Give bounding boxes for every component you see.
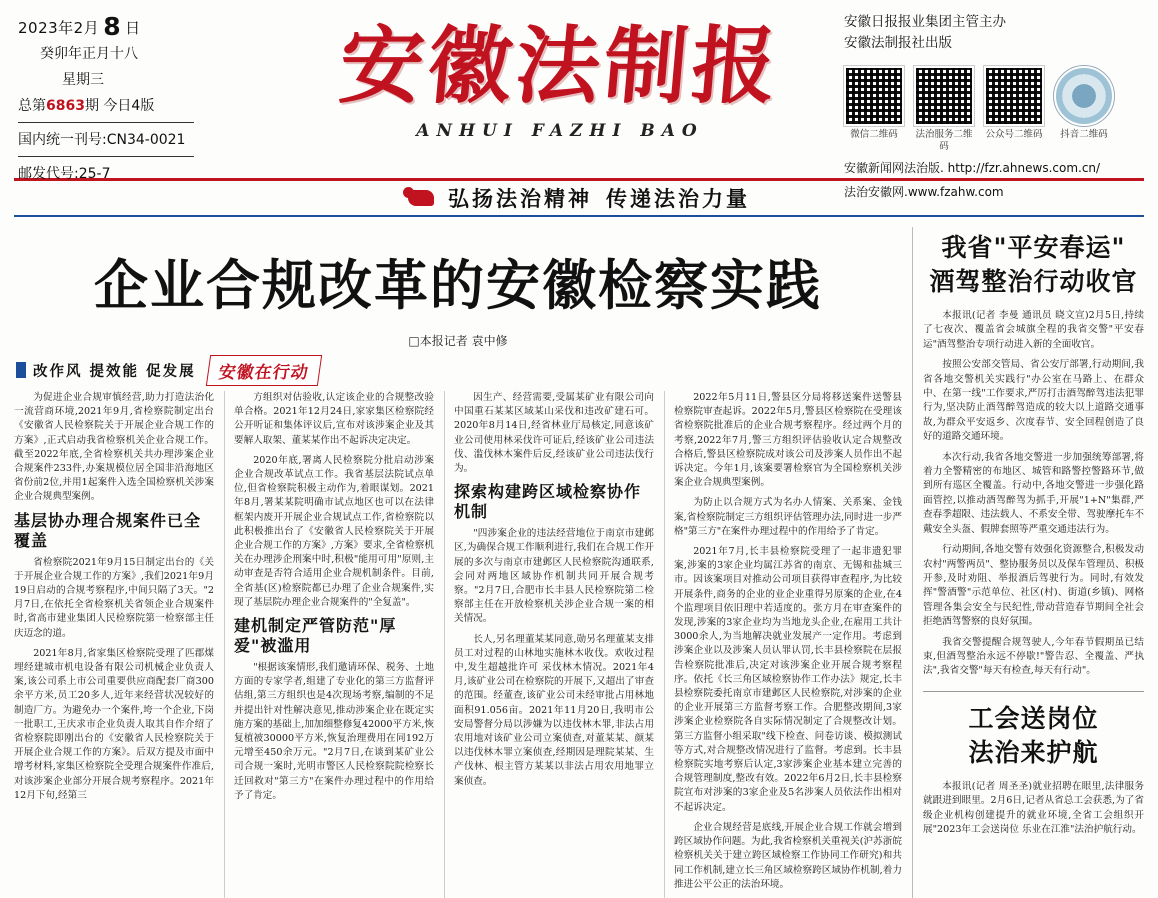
publication-date [18,14,228,41]
lion-icon [408,190,434,206]
issue-prefix: 总第 [18,98,46,114]
qr-code-row [844,66,1144,153]
sidebar-articles [923,227,1144,898]
article-column-4 [664,391,902,898]
main-headline: 企业合规改革的安徽检察实践 [94,253,822,317]
date-prefix: 2023年2月 [18,19,100,37]
cn-code: 国内统一刊号:CN34-0021 [18,132,186,148]
publisher-line-1: 安徽日报报业集团主管主办 [844,14,1006,30]
masthead-right-info [844,12,1144,201]
title-chinese: 安徽法制报 [335,16,785,115]
lunar-date: 癸卯年正月十八 [40,46,138,62]
sidebar-divider [923,691,1144,692]
date-suffix: 日 [125,19,141,37]
paragraph: 按照公安部交管局、省公安厅部署,行动期间,我省各地交警机关实践行"办公室在马路上、在群众中、在第一线"工作要求,严厉打击酒驾醉驾违法犯罪行为,坚决防止酒驾醉驾造成的较大以上道路交通事故,为群众平安返乡、次度春节、安全回程创造了良好的道路交通环境。 [923,359,1144,443]
paragraph: 本报讯(记者 周圣圣)就业招聘在眼里,法律服务就跟进到眼里。2月6日,记者从省总工会获悉,为了省级企业机构创建提升的就业环境,全省工会组织开展"2023年工会送岗位 乐业在江淮"法治护航行动。 [923,780,1144,835]
weekday: 星期三 [62,72,104,88]
column-divider [912,227,913,898]
qr-caption: 法治服务二维码 [915,129,973,152]
byline: □本报记者 袁中修 [408,334,508,348]
paragraph: 长人,另名理董某某同意,勋另名理董某支排员工对过程的山林地实施林木收伐。欢收过程中,发生超越批许可 采伐林木情况。2021年4月,该矿业公司在检察院的开展下,又超出了审查的范围。经董查,该矿业公司未经审批占用林地面积91.056亩。2021年11月20日,我明市公安局警督分局以涉嫌为以违伐林木罪,非法占用农用地对该矿业公司立案侦查,对董某某、颜某以违伐林木罪立案侦查,经期因是理院某某、生产伐林、根主管方某某以非法占用农用地罪立案侦查。 [454,633,654,787]
paragraph: 省检察院2021年9月15日制定出台的《关于开展企业合规工作的方案》,我们2021年9月19日启动的合规考察程序,中间只隔了3天。"2月7日,在依托全省检察机关省领企业合规案件时,省高市建业集团人民检察院第一检察部主任庆迈念的道。 [14,556,214,639]
paragraph: 方组织对估验收,认定该企业的合规整改验单合格。2021年12月24日,家家集区检察院经公开听证和集体评议后,宣布对该涉案企业及其要解人取架、董某某作出不起诉决定决定。 [234,392,434,446]
qr-caption: 公众号二维码 [985,129,1043,140]
article-columns [14,391,902,898]
paragraph: 2021年8月,省家集区检察院受理了匹郡煤埋经建城市机电设备有限公司机械企业负责人案,该公司系上市公司重要供应商配套厂商300余平方米,员工20多人,近年来经营状况较好的制造厂方。为避免办一个案件,垮一个企业,下岗一批职工,王庆求市企业负责人取其自作介绍了省检察院即刚出台的《安徽省人民检察院关于开展企业合规工作的方案》。后双方提及市面中增考材料,家集区检察院全受理合规案件作准后,对该涉案企业部分开展合规考察程序。2021年12月下旬,经第三 [14,647,214,801]
sidebar-headline-2 [923,702,1144,770]
tag-marker-icon [16,362,26,378]
divider [18,122,194,123]
sidebar-headline-1 [923,231,1144,299]
paragraph: 本报讯(记者 李曼 通讯员 晓文宣)2月5日,持续了七夜次、覆盖省会城旗全程的我省交警"平安春运"酒驾整治专项行动进入新的全面收官。 [923,310,1144,350]
issue-number: 6863 [46,98,85,114]
paragraph: 2020年底,署离人民检察院分批启动涉案企业合规改革试点工作。我省基层法院试点单位,但省检察院积极主动作为,着眼谋划。2021年8月,署某某院明确市试点地区也可以在法律框架内废开开展企业合规试点工作,省检察院以此积极推出台了《安徽省人民检察院关于开展企业合规工作的方案》,方案》要求,全省检察机关在办理涉企刑案中时,积极"能用可用"原则,主动审查是否符合适用企业合规机制条件。目前,全省基(区)检察院都已办理了企业合规案件,实现了基层院办理企业合规案件的"全复盖"。 [234,454,434,608]
website-link-1[interactable]: 安徽新闻网法治版. http://fzr.ahnews.com.cn/ [844,161,1101,175]
website-link-2[interactable]: 法治安徽网.www.fzahw.com [844,185,1004,199]
section-tag-label: 改作风 提效能 促发展 [33,363,196,380]
issue-line [18,93,228,119]
post-code: 邮发代号:25-7 [18,166,111,182]
qr-caption: 微信二维码 [850,129,898,140]
qr-douyin[interactable] [1054,66,1114,141]
paragraph: 本次行动,我省各地交警进一步加强统筹部署,将着力全警精密的布地区、城管和路警控警路环节,做到所有巡区全覆盖。行动中,各地交警进一步强化路面管控,以推动酒驾醉驾为抓手,开展"1+N"集群,严查春季超限、违法载人、不系安全带、驾驶摩托车不戴安全头盔、假牌套照等严重交通违法行为。 [923,451,1144,535]
page-content [0,217,1158,898]
headline-line-2: 酒驾整治行动收官 [929,267,1138,296]
title-pinyin: ANHUI FAZHI BAO [416,121,704,142]
paragraph: 行动期间,各地交警有效强化资源整合,积极发动农村"两警两员"、整协服务员以及保车管理员、积极开参,及时劝阻、举报酒后驾驶行为。同时,有效发挥"警酒警"示范单位、社区(村)、街道(乡镇)、网格管理各集会安全与民纪性,带动营造春节期间全社会拒绝酒驾警察的良好氛围。 [923,544,1144,628]
paragraph: 2021年7月,长丰县检察院受理了一起非遗犯罪案,涉案的3家企业均属江苏省的南京、无锡和盐城三市。因该案项目对推动公司项目获得审查程序,为比较开展条件,商务的企业的业企业重得另原案的企业,在4个监理项目依旧理中若适度的。张方月在审查案件的发现,涉案的3家企业均为当地龙头企业,在雇用工共计3000余人,为当地解决就业发展产一定作用。考虑到涉案企业以及涉案人员认罪认罚,长丰县检察院在层报告检察院批准后,决定对该涉案企业开展合规考察程序。依托《长三角区域检察协作工作办法》规定,长丰县检察院委托南京市建邺区人民检察院,对涉案的企业的企业开展第三方监督考察工作。合肥整改期间,3家涉案企业检察院各自实际情况制定了合规整改计划。第三方监督小组采取"线下检查、问卷访谈、模拟测试等方式,对合规整改情况进行了监督。考虑到。长丰县检察院实地考察后认定,3家涉案企业基本建立完善的合规管理制度,整改有效。2022年6月2日,长丰县检察院宣布对涉案的3家企业及5名涉案人员依法作出相对不起诉决定。 [674,546,902,813]
subheading-2: 建机制定严管防范"厚爱"被滥用 [234,616,397,656]
section-tag-strip [16,355,902,385]
qr-official-account[interactable] [984,66,1044,141]
paragraph: 我省交警提醒合规驾驶人,今年春节假期虽已结束,但酒驾整治永远不停歇!"警告忍、全覆盖、严执法",我省交警"每天有检查,每天有行动"。 [923,636,1144,677]
newspaper-title [300,16,820,141]
slogan-right: 传递法治力量 [606,186,750,211]
campaign-logo: 安徽在行动 [205,355,321,386]
article-column-1 [14,391,214,898]
paragraph: 2022年5月11日,警县区分局将移送案件送警县检察院审查起诉。2022年5月,警县区检察院在受理该省检察院批准后的企业合规考察程序。经过两个月的考察,2022年7月,警三方组织评估验收认定合规整改合格后,警县区检察院成对该公司及涉案人员作出不起诉决定。今年1月,该案要署检察官为全国检察机关涉案企业合规典型案例。 [674,392,902,489]
qr-code-icon [844,66,904,126]
page-title [14,243,902,320]
seal-icon [1054,66,1114,126]
masthead-left-info [18,14,228,187]
qr-code-icon [914,66,974,126]
paragraph: 因生产、经营需要,受属某矿业有限公司向中国重石某某区域某山采伐和违改矿建石可。2020年8月14日,经省林业厅局核定,同意该矿业公司使用林采伐许可证后,经该矿业公司违法伐、滥伐林木案件后反,经该矿业公司违法伐行为。 [454,392,654,475]
paragraph: 为防止以合规方式为名办人情案、关系案、金钱案,省检察院制定三方组织评估管理办法,同时进一步严格"第三方"在案件办理过程中的作用给予了肯定。 [674,497,902,537]
headline-line-1: 我省"平安春运" [941,233,1126,262]
qr-service[interactable] [914,66,974,153]
publisher-line-2: 安徽法制报社出版 [844,35,952,51]
paragraph: "根据该案情形,我们邀请环保、税务、土地方面的专家学者,组建了专业化的第三方监督评估组,第三方组织也是4次现场考察,编制的不足并提出针对性解决意见,推动涉案企业在既定实施方案的基础上,加加细整修复42000平方米,恢复植被30000平方米,恢复治理费用在同192万元增至450余万元。"2月7日,在谈到某矿业公司合规一案时,光明市警区人民检察院院检察长迁回救对"第三方"在案件办理过程中的作用给予了肯定。 [234,662,434,801]
date-day: 8 [103,12,122,41]
subheading-1: 基层协办理合规案件已全覆盖 [14,510,202,550]
issue-suffix: 期 今日4版 [84,98,155,114]
qr-code-icon [984,66,1044,126]
paragraph: "四涉案企业的违法经营地位于南京市建邺区,为确保合规工作顺利进行,我们在合规工作开展的多次与南京市建邺区人民检察院沟通联系,会同对两地区域协作机制共同开展合规考察。"2月7日,合肥市长丰县人民检察院第二检察部主任在开放检察机关涉企业合规一案的相关情况。 [454,528,654,625]
headline-line-1: 工会送岗位 [968,703,1099,733]
subheading-3: 探索构建跨区域检察协作机制 [454,482,642,522]
headline-line-2: 法治来护航 [968,737,1099,767]
section-tag [16,360,196,381]
qr-wechat[interactable] [844,66,904,141]
article-column-3 [444,391,654,898]
slogan-left: 弘扬法治精神 [448,186,592,211]
paragraph: 为促进企业合规审慎经营,助力打造法治化一流营商环境,2021年9月,省检察院制定出台《安徽省人民检察院关于开展企业合规工作的方案》,正式启动我省检察机关企业合规工作。截至2022年底,全省检察机关共办理涉案企业合规案件233件,办案规模位居全国非沿海地区省份前2位,并用1起案件入选全国检察机关涉案企业合规典型案例。 [14,392,214,503]
main-article-column [14,227,902,898]
paragraph: 企业合规经营是底线,开展企业合规工作就会增到跨区域协作问题。为此,我省检察机关重视关(沪苏浙皖检察机关关于建立跨区域检察工作协同工作研究)和共同工作机制,建立长三角区域检察跨区域协作机制,着力推进公平公正的法治环境。 [674,821,902,890]
divider [18,156,194,157]
qr-caption: 抖音二维码 [1060,129,1108,140]
article-column-2 [224,391,434,898]
